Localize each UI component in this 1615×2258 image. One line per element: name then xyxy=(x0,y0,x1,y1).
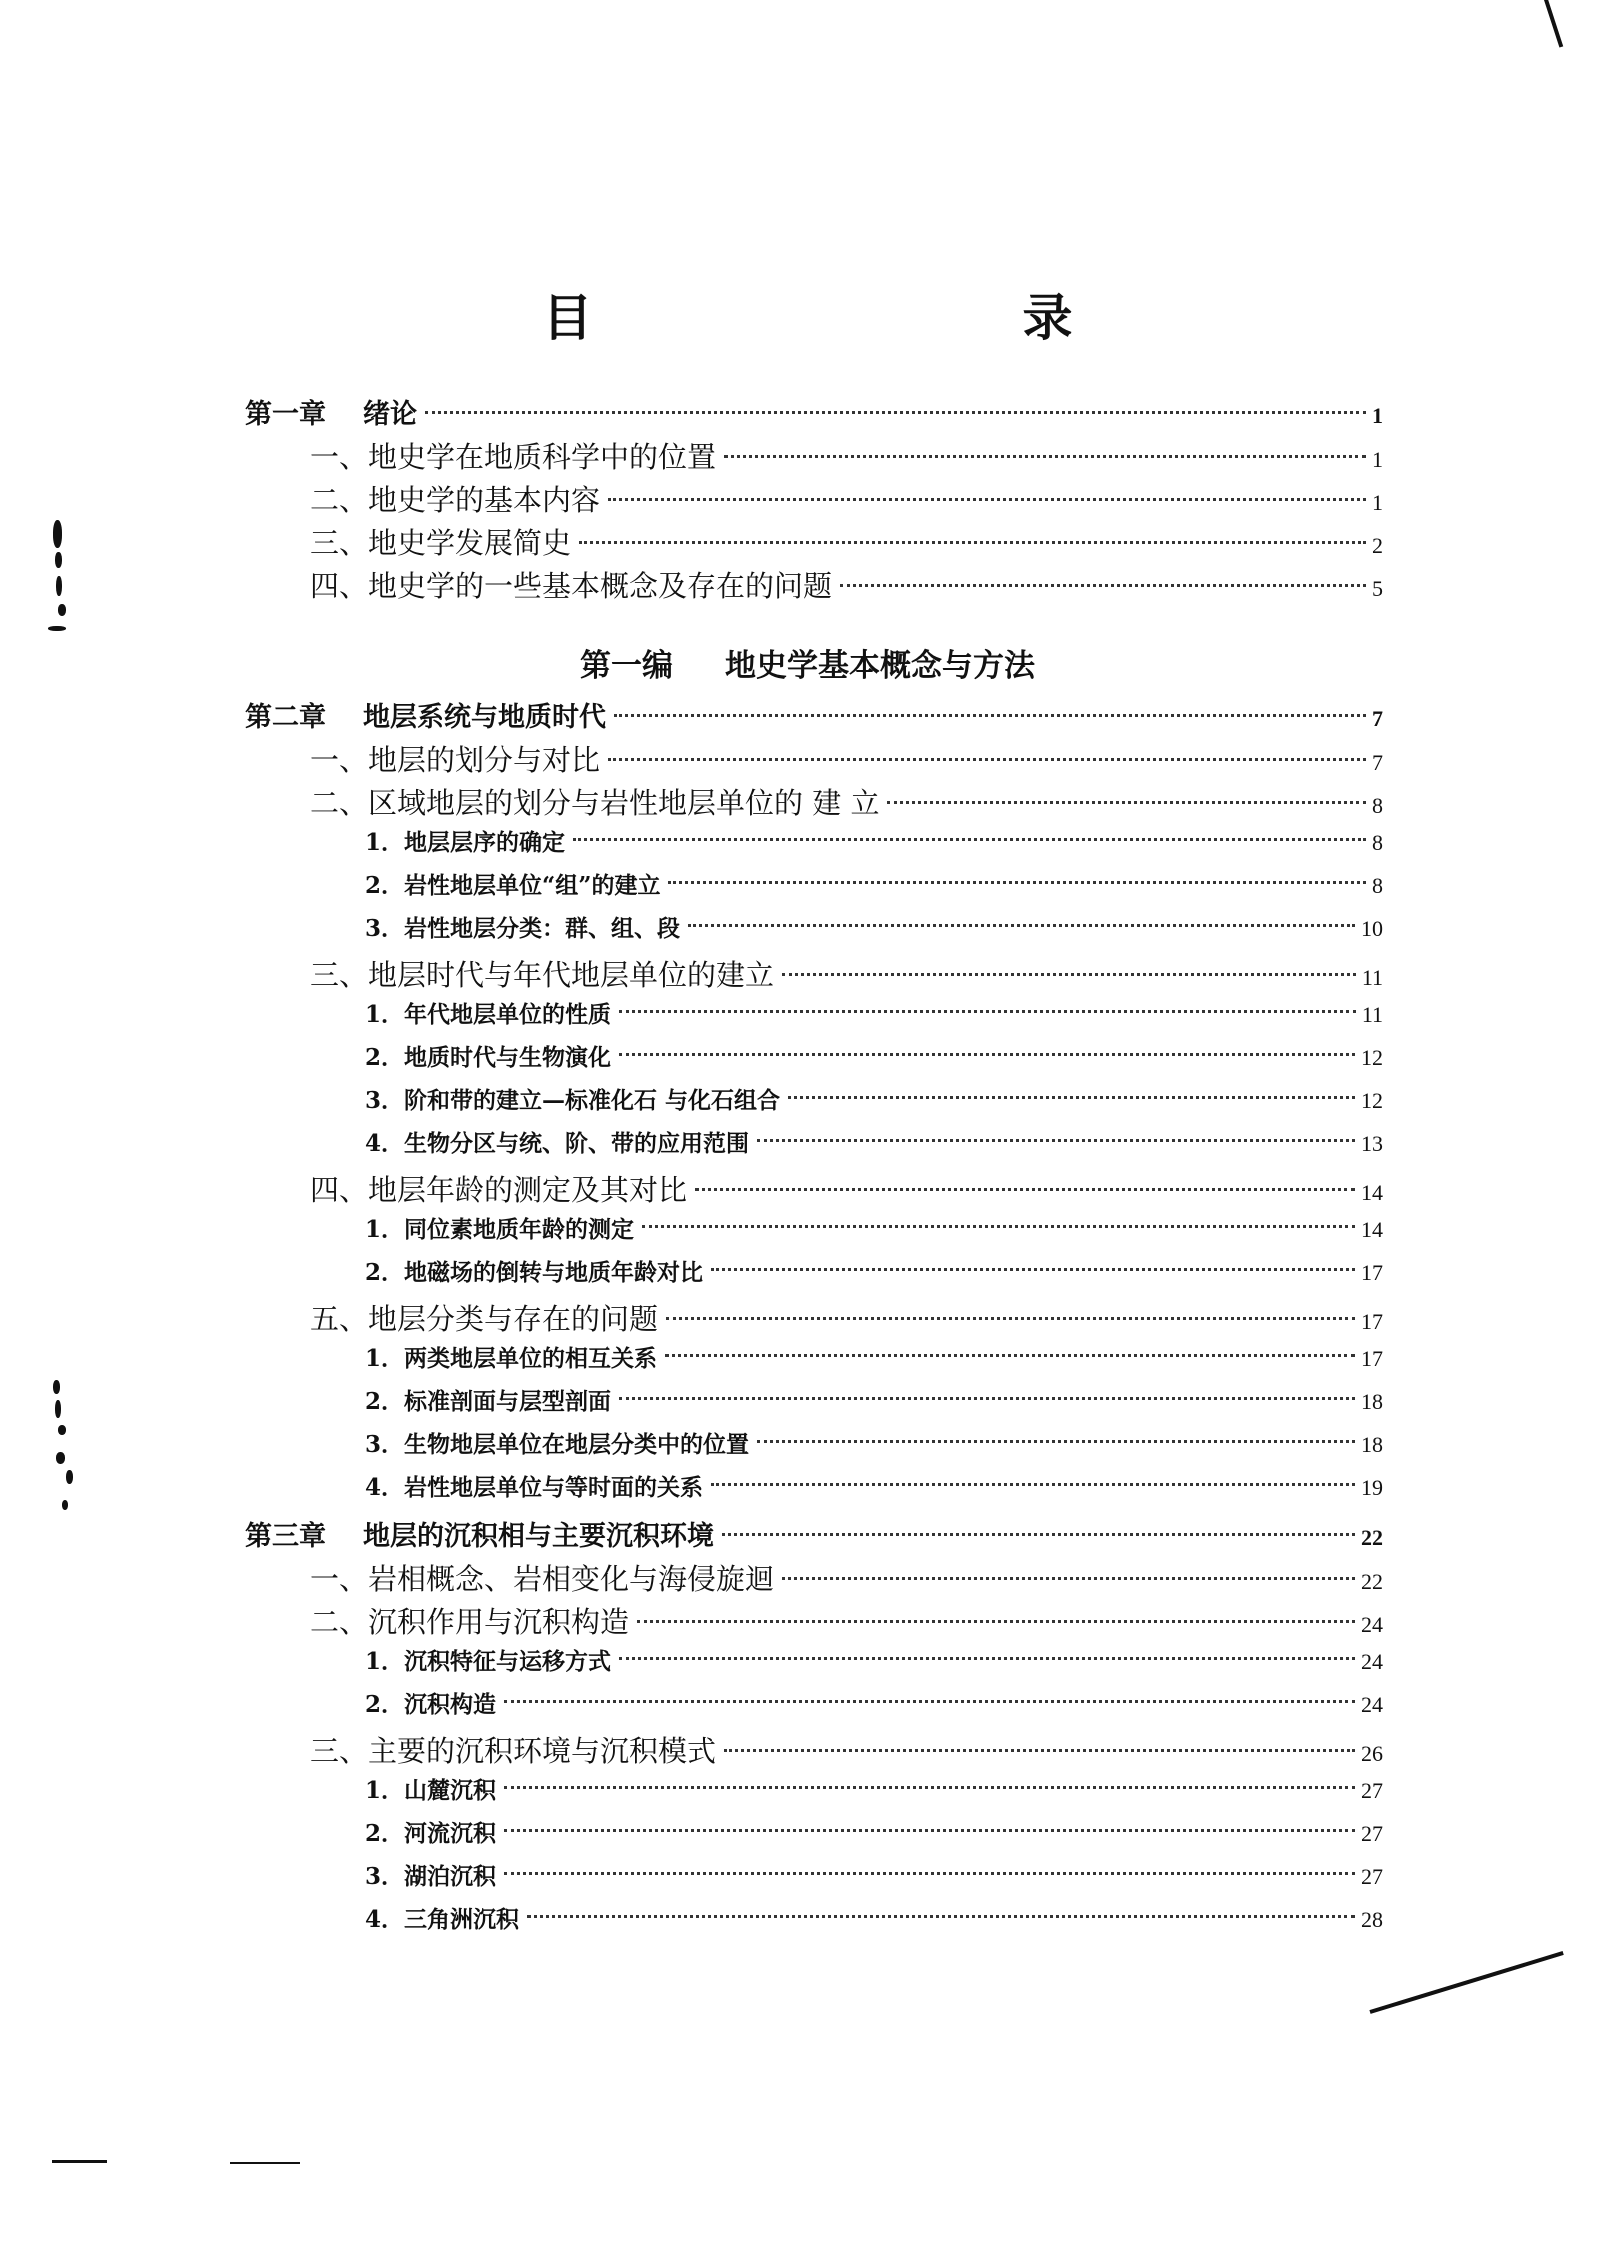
toc-entry-label xyxy=(310,478,600,519)
toc-entry-number: 三、 xyxy=(310,526,369,560)
toc-page-number: 22 xyxy=(1361,1525,1383,1550)
toc-entry xyxy=(365,910,1383,950)
toc-page-number: 18 xyxy=(1361,1432,1383,1457)
toc-entry xyxy=(365,1469,1383,1509)
toc-entry-number: 4． xyxy=(365,1474,405,1501)
toc-entry-number: 第二章 xyxy=(245,702,326,733)
toc-entry-number: 四、 xyxy=(310,569,369,603)
toc-entry-text: 沉积特征与运移方式 xyxy=(404,1648,612,1675)
toc-entry-label xyxy=(365,1383,611,1416)
toc-entry xyxy=(310,781,1383,821)
toc-entry-label xyxy=(310,435,716,476)
dot-leader xyxy=(619,1010,1356,1013)
toc-page-number: 8 xyxy=(1372,873,1383,898)
toc-entry-number: 2． xyxy=(365,1044,405,1071)
toc-entry xyxy=(310,1168,1383,1208)
part-title: 地史学基本概念与方法 xyxy=(725,648,1035,684)
scan-mark xyxy=(52,2160,107,2163)
dot-leader xyxy=(711,1268,1355,1271)
toc-entry xyxy=(365,1340,1383,1380)
toc-entry-label xyxy=(365,1686,496,1719)
toc-page-number: 22 xyxy=(1361,1569,1383,1594)
toc-entry-text: 地层的划分与对比 xyxy=(368,743,601,777)
toc-entry-label xyxy=(365,1254,703,1287)
toc-entry xyxy=(365,1211,1383,1251)
toc-page-number: 17 xyxy=(1361,1260,1383,1285)
toc-page-number: 8 xyxy=(1372,793,1383,818)
dot-leader xyxy=(695,1188,1355,1191)
toc-entry-label xyxy=(365,1643,611,1676)
toc-entry-text: 生物地层单位在地层分类中的位置 xyxy=(404,1431,750,1458)
scan-mark xyxy=(58,1425,66,1435)
dot-leader xyxy=(788,1096,1355,1099)
toc-page-number: 19 xyxy=(1361,1475,1383,1500)
toc-entry-number: 三、 xyxy=(310,958,369,992)
toc-entry-text: 生物分区与统、阶、带的应用范围 xyxy=(404,1130,750,1157)
toc-entry xyxy=(310,953,1383,993)
toc-entry-label xyxy=(245,695,606,734)
toc-page-number: 14 xyxy=(1361,1180,1383,1205)
toc-page-number: 28 xyxy=(1361,1907,1383,1932)
toc-entry-text: 地层系统与地质时代 xyxy=(363,702,606,733)
toc-entry-label xyxy=(310,738,600,779)
toc-entry-number: 第一章 xyxy=(245,399,326,430)
toc-entry-label xyxy=(365,1858,496,1891)
toc-entry-number: 第三章 xyxy=(245,1521,326,1552)
toc-page-number: 12 xyxy=(1361,1045,1383,1070)
part-label: 第一编 xyxy=(580,648,673,684)
toc-entry-number: 一、 xyxy=(310,440,369,474)
toc-entry-text: 地层年龄的测定及其对比 xyxy=(368,1173,688,1207)
toc-entry-label xyxy=(365,910,680,943)
toc-entry-number: 3． xyxy=(365,1863,405,1890)
toc-entry-text: 地层的沉积相与主要沉积环境 xyxy=(363,1521,714,1552)
toc-entry-label xyxy=(365,1211,634,1244)
toc-entry-label xyxy=(365,1772,496,1805)
toc-entry xyxy=(365,1254,1383,1294)
toc-entry xyxy=(365,867,1383,907)
toc-entry xyxy=(245,695,1383,735)
toc-entry-number: 3． xyxy=(365,1431,405,1458)
toc-entry-label xyxy=(245,392,417,431)
toc-page-number: 27 xyxy=(1361,1821,1383,1846)
dot-leader xyxy=(637,1620,1355,1623)
dot-leader xyxy=(579,541,1366,544)
toc-entry-label xyxy=(365,824,565,857)
dot-leader xyxy=(666,1317,1355,1320)
dot-leader xyxy=(608,498,1366,501)
toc-entry-label xyxy=(365,867,660,900)
toc-entry-text: 地史学的基本内容 xyxy=(368,483,601,517)
toc-entry-number: 一、 xyxy=(310,1562,369,1596)
toc-entry-number: 3． xyxy=(365,1087,405,1114)
toc-page-number: 14 xyxy=(1361,1217,1383,1242)
toc-entry-text: 地磁场的倒转与地质年龄对比 xyxy=(404,1259,704,1286)
toc-entry-text: 主要的沉积环境与沉积模式 xyxy=(368,1734,717,1768)
toc-page-number: 7 xyxy=(1372,706,1383,731)
toc-page-number: 7 xyxy=(1372,750,1383,775)
dot-leader xyxy=(504,1872,1355,1875)
toc-entry-label xyxy=(365,1340,657,1373)
toc-entry-label xyxy=(245,1514,714,1553)
toc-entry-text: 湖泊沉积 xyxy=(404,1863,497,1890)
scan-mark xyxy=(56,1452,65,1464)
toc-entry xyxy=(365,996,1383,1036)
dot-leader xyxy=(573,838,1366,841)
toc-entry-number: 2． xyxy=(365,872,405,899)
toc-page-number: 12 xyxy=(1361,1088,1383,1113)
toc-entry-number: 2． xyxy=(365,1388,405,1415)
toc-entry-number: 二、 xyxy=(310,786,369,820)
toc-entry-text: 绪论 xyxy=(363,399,417,430)
toc-entry xyxy=(365,1686,1383,1726)
toc-entry-text: 区域地层的划分与岩性地层单位的 建 立 xyxy=(368,786,880,820)
toc-entry-text: 沉积作用与沉积构造 xyxy=(368,1605,630,1639)
dot-leader xyxy=(619,1397,1355,1400)
dot-leader xyxy=(724,455,1366,458)
toc-entry-number: 五、 xyxy=(310,1302,369,1336)
toc-page-number: 11 xyxy=(1361,965,1383,990)
dot-leader xyxy=(504,1786,1355,1789)
toc-entry-label xyxy=(310,1297,658,1338)
toc-entry-number: 四、 xyxy=(310,1173,369,1207)
toc-page-number: 13 xyxy=(1361,1131,1383,1156)
scan-mark xyxy=(53,520,62,548)
toc-entry-text: 三角洲沉积 xyxy=(404,1906,520,1933)
dot-leader xyxy=(887,801,1366,804)
toc-entry-text: 岩性地层分类：群、组、段 xyxy=(404,915,681,942)
scan-mark xyxy=(56,576,62,596)
toc-entry-label xyxy=(310,521,571,562)
toc-page-number: 17 xyxy=(1361,1346,1383,1371)
toc-entry xyxy=(365,1426,1383,1466)
dot-leader xyxy=(722,1533,1355,1536)
toc-entry-number: 2． xyxy=(365,1820,405,1847)
toc-entry xyxy=(365,824,1383,864)
scan-mark xyxy=(55,1400,61,1418)
toc-entry xyxy=(310,521,1383,561)
toc-entry-label xyxy=(310,1168,687,1209)
scan-mark xyxy=(48,626,66,631)
toc-entry xyxy=(365,1858,1383,1898)
toc-page-number: 5 xyxy=(1372,576,1383,601)
toc-entry-text: 山麓沉积 xyxy=(404,1777,497,1804)
toc-entry-text: 沉积构造 xyxy=(404,1691,497,1718)
toc-entry-text: 岩性地层单位与等时面的关系 xyxy=(404,1474,704,1501)
toc-entry-number: 4． xyxy=(365,1130,405,1157)
toc-entry-number: 1． xyxy=(365,1777,405,1804)
toc-entry-text: 河流沉积 xyxy=(404,1820,497,1847)
dot-leader xyxy=(527,1915,1355,1918)
scan-mark xyxy=(62,1500,68,1510)
toc-entry-text: 地层分类与存在的问题 xyxy=(368,1302,659,1336)
scan-mark xyxy=(55,552,62,568)
dot-leader xyxy=(757,1440,1355,1443)
toc-entry-number: 二、 xyxy=(310,483,369,517)
toc-entry-label xyxy=(365,1039,611,1072)
toc-entry-label xyxy=(365,1082,780,1115)
toc-entry-number: 2． xyxy=(365,1691,405,1718)
scan-mark xyxy=(1544,0,1563,48)
dot-leader xyxy=(724,1749,1355,1752)
toc-entry xyxy=(365,1815,1383,1855)
toc-entry-label xyxy=(310,1729,716,1770)
toc-entry xyxy=(365,1383,1383,1423)
dot-leader xyxy=(782,1577,1355,1580)
toc-page-number: 1 xyxy=(1372,447,1383,472)
dot-leader xyxy=(668,881,1366,884)
toc-entry xyxy=(310,564,1383,604)
dot-leader xyxy=(782,973,1356,976)
toc-entry xyxy=(365,1643,1383,1683)
toc-entry-label xyxy=(310,1600,629,1641)
toc-entry-number: 三、 xyxy=(310,1734,369,1768)
toc-entry xyxy=(310,1557,1383,1597)
toc-entry-text: 标准剖面与层型剖面 xyxy=(404,1388,612,1415)
toc-entry-label xyxy=(365,1125,749,1158)
dot-leader xyxy=(665,1354,1355,1357)
dot-leader xyxy=(711,1483,1355,1486)
toc-entry xyxy=(310,478,1383,518)
toc-entry xyxy=(365,1039,1383,1079)
toc-entry-label xyxy=(365,1426,749,1459)
toc-entry-text: 地层层序的确定 xyxy=(404,829,566,856)
toc-entry-number: 1． xyxy=(365,1648,405,1675)
toc-entry-number: 一、 xyxy=(310,743,369,777)
toc-entry xyxy=(310,738,1383,778)
toc-entry xyxy=(365,1125,1383,1165)
toc-entry-number: 3． xyxy=(365,915,405,942)
scan-mark xyxy=(230,2162,300,2164)
toc-entry-text: 岩性地层单位“组”的建立 xyxy=(404,872,661,899)
dot-leader xyxy=(840,584,1366,587)
toc-page-number: 24 xyxy=(1361,1649,1383,1674)
toc-entry-label xyxy=(310,781,879,822)
toc-page-number: 24 xyxy=(1361,1612,1383,1637)
toc-entry xyxy=(310,1600,1383,1640)
toc-page-number: 18 xyxy=(1361,1389,1383,1414)
toc-entry xyxy=(365,1901,1383,1941)
toc-entry-label xyxy=(365,1815,496,1848)
dot-leader xyxy=(504,1829,1355,1832)
toc-entry-label xyxy=(310,1557,774,1598)
toc-entry-text: 地史学在地质科学中的位置 xyxy=(368,440,717,474)
dot-leader xyxy=(642,1225,1355,1228)
toc-page-number: 1 xyxy=(1372,403,1383,428)
dot-leader xyxy=(619,1053,1355,1056)
toc-entry xyxy=(310,1297,1383,1337)
toc-entry-number: 二、 xyxy=(310,1605,369,1639)
toc-entry-text: 地史学发展简史 xyxy=(368,526,572,560)
toc-entry-number: 4． xyxy=(365,1906,405,1933)
scan-mark xyxy=(58,604,66,616)
toc-entry xyxy=(365,1772,1383,1812)
toc-page-number: 27 xyxy=(1361,1778,1383,1803)
toc-page-number: 26 xyxy=(1361,1741,1383,1766)
dot-leader xyxy=(504,1700,1355,1703)
toc-entry xyxy=(245,392,1383,432)
toc-entry-text: 年代地层单位的性质 xyxy=(404,1001,612,1028)
toc-entry-text: 地史学的一些基本概念及存在的问题 xyxy=(368,569,833,603)
toc-page-number: 2 xyxy=(1372,533,1383,558)
toc-entry-text: 岩相概念、岩相变化与海侵旋迴 xyxy=(368,1562,775,1596)
toc-entry-text: 两类地层单位的相互关系 xyxy=(404,1345,658,1372)
toc-entry-label xyxy=(365,1469,703,1502)
dot-leader xyxy=(619,1657,1355,1660)
toc-entry-text: 地质时代与生物演化 xyxy=(404,1044,612,1071)
dot-leader xyxy=(608,758,1366,761)
dot-leader xyxy=(757,1139,1355,1142)
toc-entry-number: 1． xyxy=(365,1001,405,1028)
part-heading xyxy=(0,640,1615,685)
toc-entry-label xyxy=(365,1901,519,1934)
toc-entry xyxy=(365,1082,1383,1122)
scan-mark xyxy=(66,1470,73,1484)
toc-entry-number: 1． xyxy=(365,829,405,856)
scan-mark xyxy=(1369,1951,1563,2014)
toc-entry-number: 2． xyxy=(365,1259,405,1286)
toc-page-number: 8 xyxy=(1372,830,1383,855)
toc-page-number: 11 xyxy=(1361,1002,1383,1027)
toc-page-number: 1 xyxy=(1372,490,1383,515)
toc-entry-text: 阶和带的建立—标准化石 与化石组合 xyxy=(404,1087,781,1114)
toc-entry xyxy=(245,1514,1383,1554)
toc-entry-number: 1． xyxy=(365,1216,405,1243)
toc-entry-text: 地层时代与年代地层单位的建立 xyxy=(368,958,775,992)
dot-leader xyxy=(614,714,1366,717)
dot-leader xyxy=(425,411,1366,414)
toc-page-number: 27 xyxy=(1361,1864,1383,1889)
toc-entry-label xyxy=(310,564,832,605)
scan-mark xyxy=(53,1380,60,1394)
dot-leader xyxy=(688,924,1355,927)
toc-entry xyxy=(310,1729,1383,1769)
page-title: 目 录 xyxy=(542,289,1183,347)
toc-page-number: 24 xyxy=(1361,1692,1383,1717)
toc-page-number: 17 xyxy=(1361,1309,1383,1334)
toc-entry-text: 同位素地质年龄的测定 xyxy=(404,1216,635,1243)
toc-entry-label xyxy=(310,953,774,994)
toc-entry-label xyxy=(365,996,611,1029)
toc-entry-number: 1． xyxy=(365,1345,405,1372)
toc-page-number: 10 xyxy=(1361,916,1383,941)
toc-entry xyxy=(310,435,1383,475)
